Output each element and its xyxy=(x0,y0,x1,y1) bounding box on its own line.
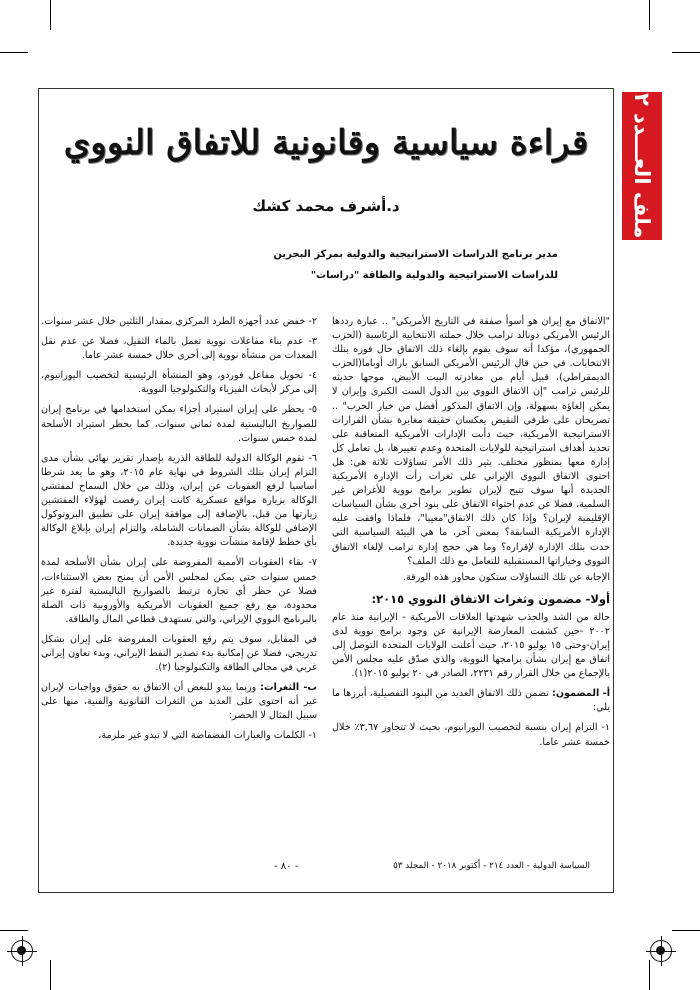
registration-mark-icon xyxy=(650,940,672,962)
section-tab: ملف العـــدد ٢ xyxy=(622,92,662,240)
paragraph-text: تضمن ذلك الاتفاق العديد من البنود التفصيلية، أبرزها ما يلي: xyxy=(332,688,610,714)
author-name: د.أشرف محمد كشك xyxy=(252,197,400,215)
page-footer xyxy=(38,857,614,877)
crop-mark xyxy=(672,52,700,53)
list-item: ٢- خفض عدد أجهزة الطرد المركزي بمقدار الثلثين خلال عشر سنوات. xyxy=(41,316,317,327)
crop-mark xyxy=(0,930,28,931)
list-item: ٣- عدم بناء مفاعلات نووية تعمل بالماء الثقيل، فضلا عن عدم نقل المعدات من منشأة نووية إلى أخرى خلال خمسة عشر عاما. xyxy=(41,336,317,362)
article-title: قراءة سياسية وقانونية للاتفاق النووي xyxy=(63,123,589,163)
list-item: ١- الكلمات والعبارات الفضفاضة التي لا تبدو غير ملزمة، xyxy=(98,730,317,742)
crop-mark xyxy=(649,0,650,30)
registration-mark-icon xyxy=(11,940,33,962)
paragraph: في المقابل، سوف يتم رفع العقوبات المفروضة على إيران بشكل تدريجي، فضلا عن إمكانية بدء تصدير النفط الإيراني، وبدء تعاون إيراني غربي في مجالي الطاقة والتكنولوجيا (٢). xyxy=(41,633,317,674)
paragraph xyxy=(41,681,317,723)
author-affiliation xyxy=(118,244,558,286)
title-block xyxy=(38,110,614,216)
subheading: أ- المضمون: xyxy=(552,688,610,700)
paragraph: "الاتفاق مع إيران هو أسوأ صفقة في التاريخ الأمريكي" .. عبارة رددها الرئيس الأمريكي دونالد ترامب خلال حملته الانتخابية الرئاسية (الحزب الجمهوري)، مؤكدا أنه سوف يقوم بإلغاء ذلك الاتفاق حال فوزه بتلك الانتخابات. في حين قال الرئيس الأمريكي السابق باراك أوباما(الحزب الديمقراطي)، قبيل أيام من مغادرته البيت الأبيض، موجها حديثه للرئيس ترامب "إن الاتفاق النووي بين الدول الست الكبرى وإيران لا يمكن إلغاؤه بسهولة، وإن الاتفاق المذكور أفضل من خيار الحرب" .. تصريحان على طرفي النقيض يعكسان حقيقة مغايرة بشأن القرارات الاستراتيجية الأمريكية، حيث دأبت الإدارات الأمريكية المتعاقبة على تحديد أهداف استراتيجية للولايات المتحدة وعدم تغييرها، بل تعامل كل إدارة معها بمنظور مختلف. يثير ذلك الأمر تساؤلات ثلاثة هي: هل احتوى الاتفاق النووي الإيراني على ثغرات رأت الإدارة الأمريكية الجديدة أنها سوف تتيح لإيران تطوير برامج نووية للأغراض غير السلمية، فضلا عن عدم احتواء الاتفاق على بنود أخرى بشأن السياسات الإقليمية لإيران؟ وإذا كان ذلك الاتفاق"معيبا"، فلماذا وافقت عليه الإدارة الأمريكية السابقة؟ بمعنى آخر، ما هي البيئة السياسية التي حدت بتلك الإدارة لإقراره؟ وما هي حجج إدارة ترامب لإلغاء الاتفاق النووي وخياراتها المستقبلية للتعامل مع ذلك الملف؟ xyxy=(332,316,610,567)
section-heading: أولا- مضمون وثغرات الاتفاق النووي ٢٠١٥: xyxy=(371,591,610,606)
left-column xyxy=(41,315,317,746)
affiliation-line: مدير برنامج الدراسات الاستراتيجية والدولية بمركز البحرين xyxy=(273,249,558,260)
paragraph-text: وربما يبدو للبعض أن الاتفاق به حقوق وواجبات لإيران غير أنه احتوى على العديد من الثغرات القانونية والفنية، منها على سبيل المثال لا الحصر: xyxy=(41,682,317,722)
list-item: ٤- تحويل مفاعل فوردو، وهو المنشأة الرئيسية لتخصيب اليورانيوم، إلى مركز لأبحاث الفيزياء والتكنولوجيا النووية. xyxy=(41,370,317,396)
crop-mark xyxy=(50,0,51,30)
page-number: - ٨٠ - xyxy=(274,861,299,872)
right-column xyxy=(332,315,610,752)
paragraph: الإجابة عن تلك التساؤلات ستكون محاور هذه الورقة. xyxy=(402,571,610,583)
journal-info: السياسة الدولية - العدد ٢١٤ - أكتوبر ٢٠١٨ - المجلد ٥٣ xyxy=(393,861,590,871)
list-item: ٧- بقاء العقوبات الأممية المفروضة على إيران بشأن الأسلحة لمدة خمس سنوات حتى يمكن لمجلس الأمن أن يمنح بعض الاستثناءات، فضلا عن حظر أي تجارة ترتبط بالصواريخ الباليستية لفترة غير محدودة، مع رفع جميع العقوبات الأمريكية والأوروبية ذات الصلة بالبرنامج النووي الإيراني، والتي تستهدف قطاعي المال والطاقة. xyxy=(41,557,317,625)
crop-mark xyxy=(672,930,700,931)
crop-mark xyxy=(649,960,650,990)
affiliation-line: للدراسات الاستراتيجية والدولية والطاقة "دراسات" xyxy=(310,270,558,281)
paragraph xyxy=(332,687,610,715)
list-item: ١- التزام إيران بنسبة لتخصيب اليورانيوم، بحيث لا تتجاوز ٣,٦٧٪ خلال خمسة عشر عاما. xyxy=(332,722,610,748)
list-item: ٦- تقوم الوكالة الدولية للطاقة الذرية بإصدار تقرير نهائي بشأن مدى التزام إيران بتلك الشروط في نهاية عام ٢٠١٥، وهو ما يعد شرطا أساسيا لرفع العقوبات عن إيران، وذلك من خلال السماح لمفتشي الوكالة بزيارة مواقع عسكرية كانت إيران رفضت لهؤلاء المفتشين زيارتها من قبل، بالإضافة إلى موافقة إيران على تطبيق البروتوكول الإضافي للوكالة بشأن الضمانات الشاملة، والتزام إيران بإبلاغ الوكالة بأي خطط لإقامة منشآت نووية جديدة. xyxy=(41,452,317,549)
list-item: ٥- يحظر على إيران استيراد أجزاء يمكن استخدامها في برنامج إيران للصواريخ الباليستية لمدة ثماني سنوات، كما يحظر استيراد الأسلحة لمدة خمس سنوات. xyxy=(41,404,317,444)
crop-mark xyxy=(50,960,51,990)
crop-mark xyxy=(0,52,28,53)
paragraph: حالة من الشد والجذب شهدتها العلاقات الأمريكية - الإيرانية منذ عام ٢٠٠٢ -حين كشفت المعارضة الإيرانية عن وجود برامج نووية لدى إيران-وحتى ١٥ يوليو ٢٠١٥، حيث أعلنت الولايات المتحدة التوصل إلى اتفاق مع إيران بشأن برامجها النووية، والذي صدّق عليه مجلس الأمن بالإجماع من خلال القرار رقم ٢٢٣١، الصادر في ٢٠ يوليو ٢٠١٥(١). xyxy=(332,611,610,680)
subheading: ب- الثغرات: xyxy=(260,682,317,694)
